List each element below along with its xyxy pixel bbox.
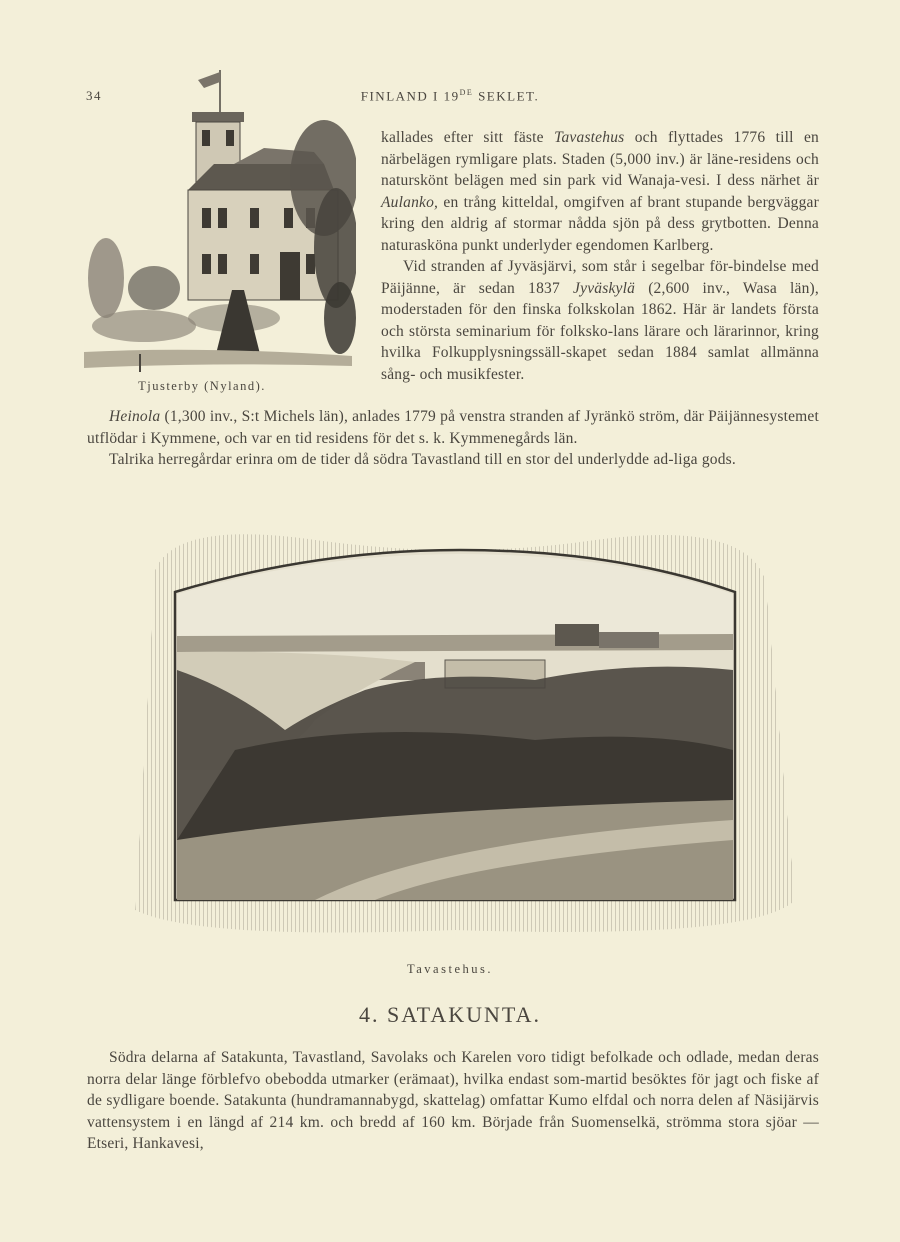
place-name-aulanko: Aulanko,	[381, 193, 439, 211]
paragraph-jyvaskyla	[381, 256, 819, 385]
running-head-superscript: DE	[459, 88, 474, 97]
text-run: (2,600 inv., Wasa län), moderstaden för den finska folkskolan 1862. Här är landets första och största seminarium för folksko-lans lärare och lärarinnor, kring hvilka Folkupplysningssäll-skapet sedan 1884 samlat allmänna sång- och musikfester.	[381, 279, 819, 383]
text-column-right	[381, 127, 819, 385]
manor-caption: Tjusterby (Nyland).	[138, 379, 266, 393]
section-title: 4. SATAKUNTA.	[359, 1002, 541, 1027]
text-run: kallades efter sitt fäste	[381, 129, 555, 146]
paragraph-herregardar: Talrika herregårdar erinra om de tider då södra Tavastland till en stor del underlydde ad-liga gods.	[109, 451, 736, 468]
text-run: Vid stranden af Jyväsjärvi, som står i segelbar för-bindelse med Päijänne, är sedan 1837	[381, 258, 819, 297]
text-run: en trång kitteldal, omgifven af brant stupande bergväggar kring den aldrig af stormar nådda sjön på dess grytbotten. Denna naturasköna punkt underlyder egendomen Karlberg.	[381, 193, 819, 254]
text-column-full	[87, 406, 819, 471]
place-name-tavastehus: Tavastehus	[554, 129, 625, 146]
tavastehus-engraving	[115, 500, 805, 960]
tavastehus-caption: Tavastehus.	[407, 962, 493, 976]
page-number: 34	[86, 88, 102, 103]
place-name-heinola: Heinola	[109, 408, 161, 425]
place-name-jyvaskyla: Jyväskylä	[573, 279, 636, 297]
running-head-tail: SEKLET.	[473, 88, 540, 104]
paragraph-tavastehus	[381, 127, 819, 256]
paragraph-satakunta: Södra delarna af Satakunta, Tavastland, Savolaks och Karelen voro tidigt befolkade och odlade, medan deras norra delar länge förblefvo obebodda utmarker (erämaat), hvilka endast som-martid besöktes för jagt och fiske af de sydligare boende. Satakunta (hundramannabygd, skattelag) omfattar Kumo elfdal och norra delen af Näsijärvis vattensystem i en längd af 214 km. och bredd af 160 km. Började från Suomenselkä, strömma stora sjöar — Etseri, Hankavesi,	[87, 1049, 819, 1152]
text-run: och flyttades 1776 till en närbelägen rymligare plats. Staden (5,000 inv.) är läne-residens och naturskönt belägen med sin park vid Wanaja-vesi. I dess närhet är	[381, 129, 819, 189]
manor-engraving	[84, 68, 356, 378]
running-head-text: FINLAND I 19	[360, 88, 460, 104]
text-satakunta	[87, 1047, 819, 1155]
text-run: (1,300 inv., S:t Michels län), anlades 1779 på venstra stranden af Jyränkö ström, där Päijännesystemet utflödar i Kymmene, och var en tid residens för det s. k. Kymmenegårds län.	[87, 408, 819, 447]
paragraph-heinola	[87, 406, 819, 449]
